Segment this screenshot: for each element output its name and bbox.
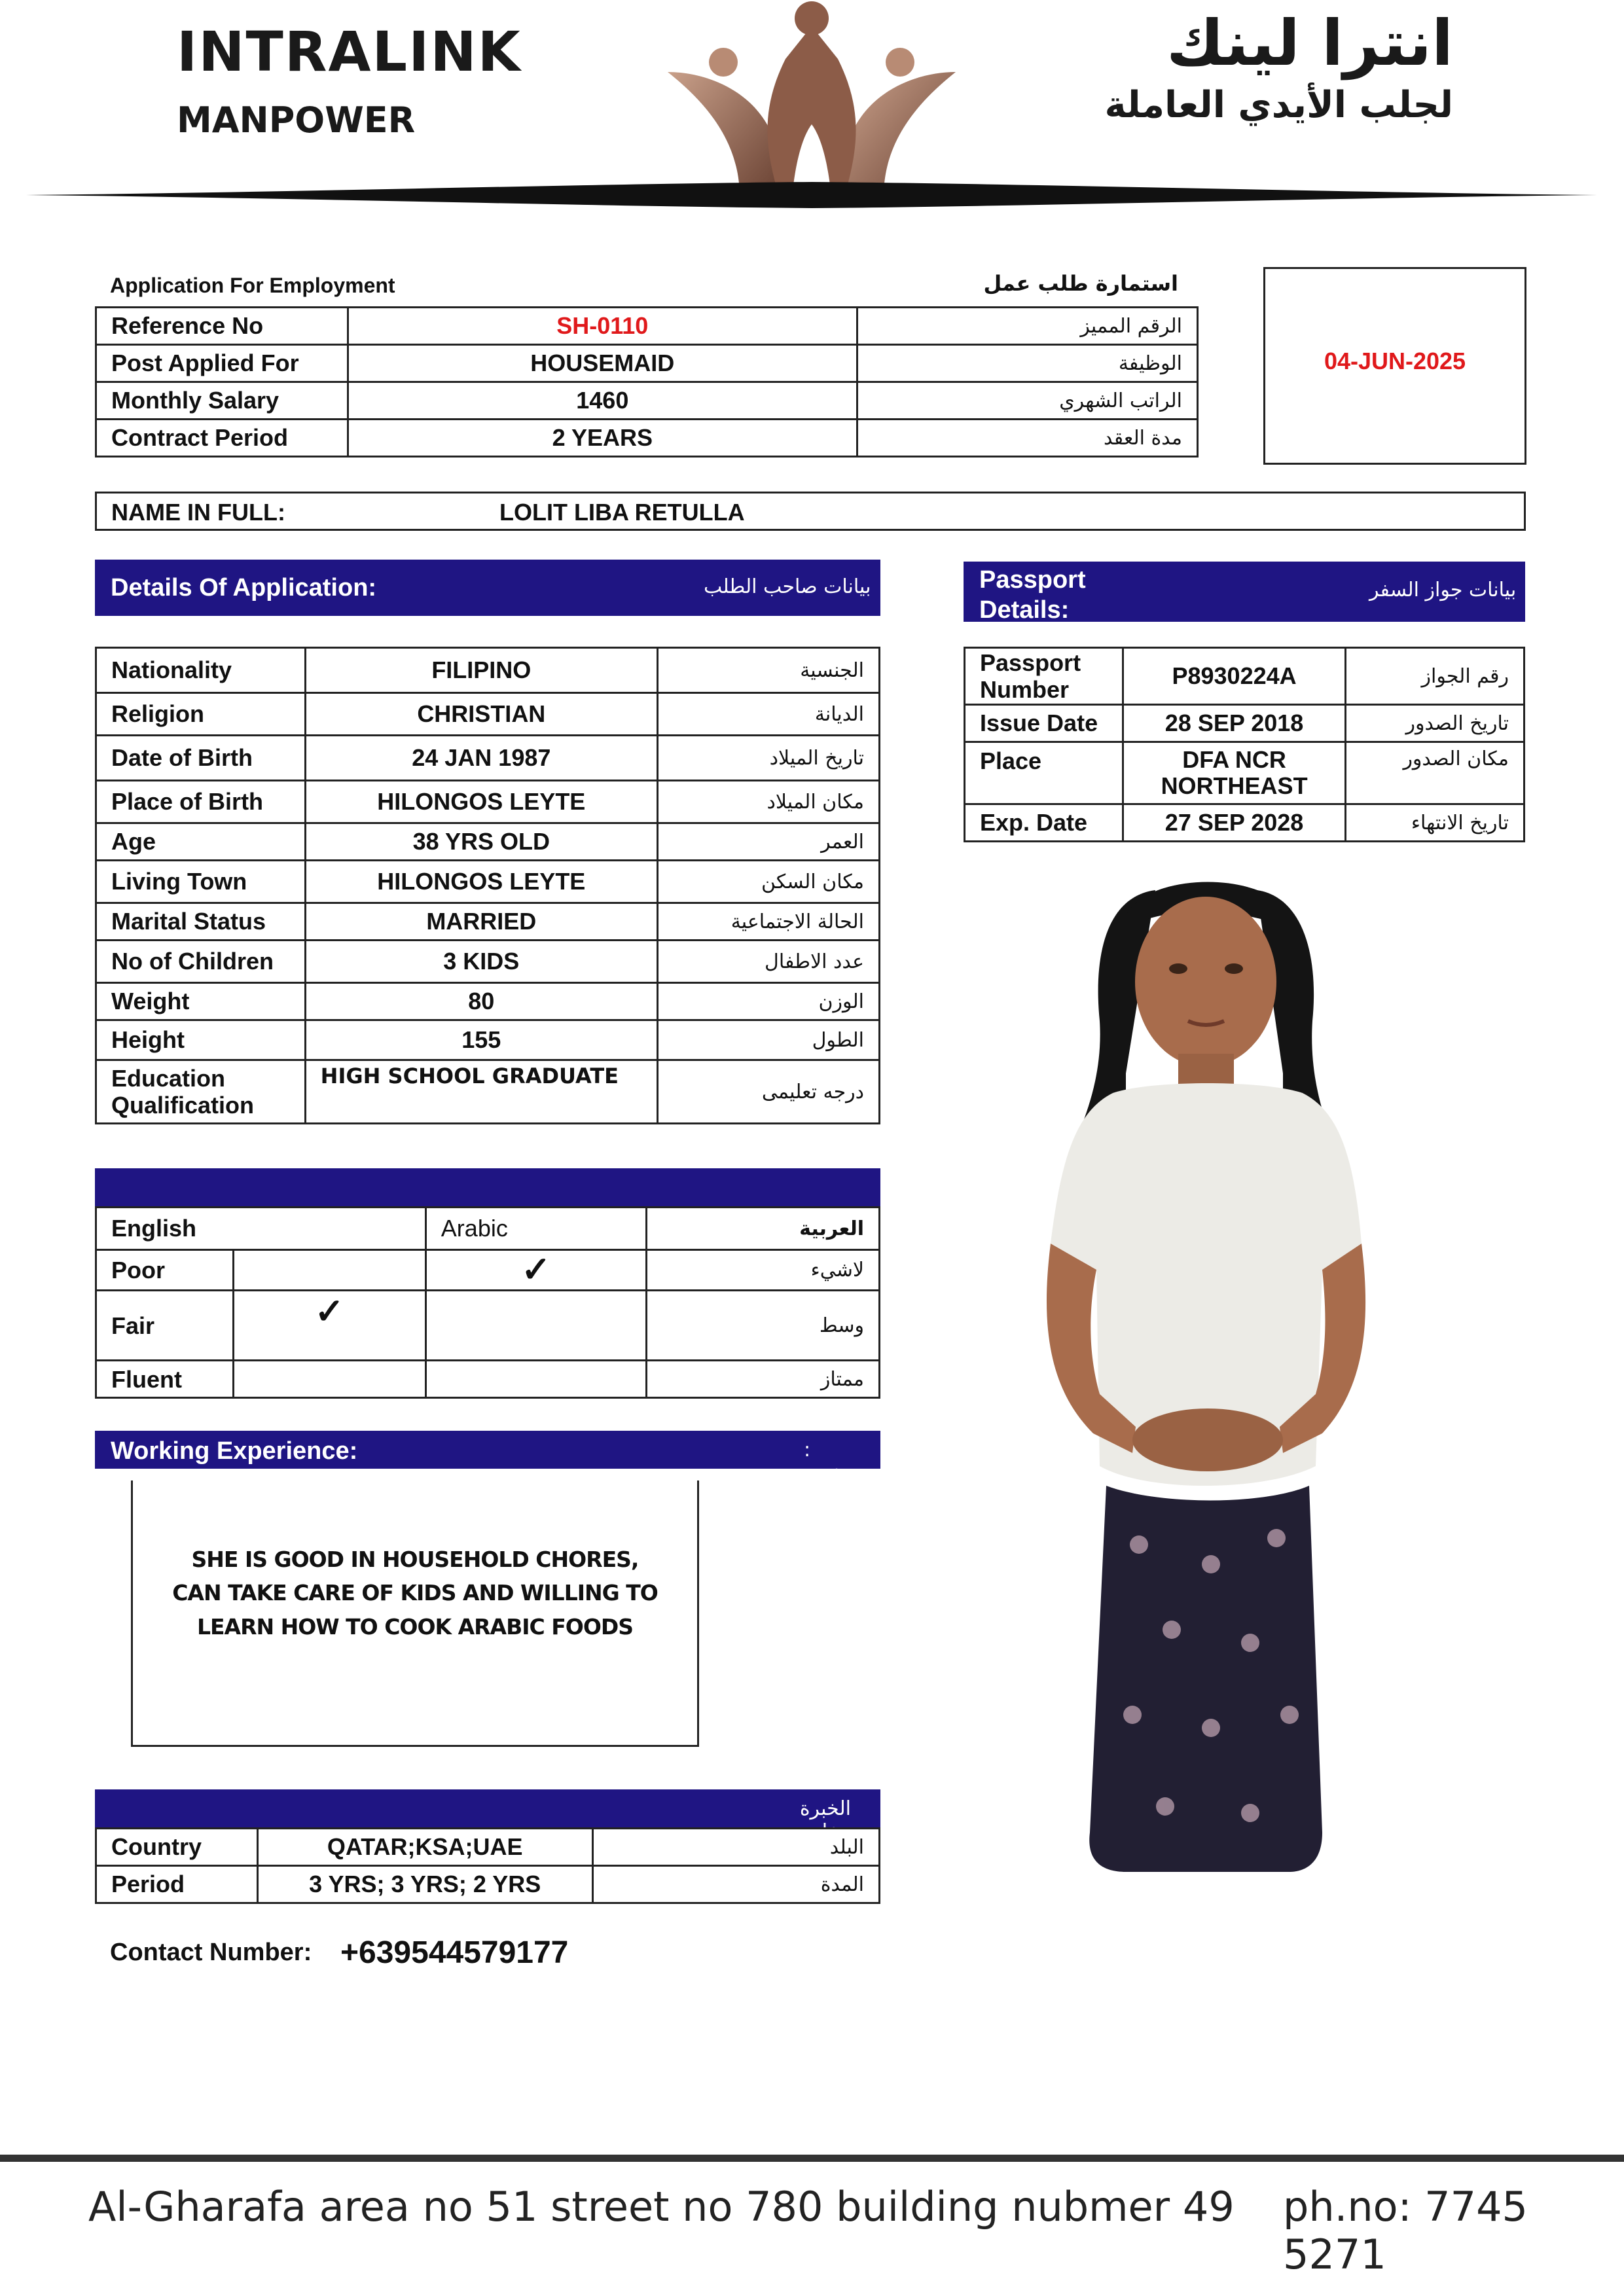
table-row — [96, 903, 880, 941]
abroad-countries: QATAR;KSA;UAE — [257, 1829, 592, 1866]
language-arabic-header: Arabic — [425, 1208, 646, 1250]
arabic-fair-cell — [425, 1291, 646, 1361]
full-name-value: LOLIT LIBA RETULLA — [499, 499, 745, 526]
row-label: Issue Date — [965, 705, 1123, 742]
row-label: Nationality — [96, 648, 306, 693]
contact-label: Contact Number: — [110, 1939, 312, 1966]
row-label-ar: رقم الجواز — [1345, 648, 1524, 705]
abroad-table — [95, 1827, 880, 1904]
reference-number: SH-0110 — [348, 308, 857, 345]
date-box — [1263, 267, 1526, 465]
table-row — [96, 345, 1198, 382]
row-label: No of Children — [96, 941, 306, 983]
passport-header — [964, 562, 1525, 622]
row-value: FILIPINO — [305, 648, 657, 693]
arabic-fluent-cell — [425, 1361, 646, 1398]
row-label: Education Qualification — [96, 1060, 306, 1124]
table-row — [96, 861, 880, 903]
row-value: 3 KIDS — [305, 941, 657, 983]
table-row — [96, 823, 880, 861]
row-label: Exp. Date — [965, 804, 1123, 842]
logo-emblem-icon — [661, 0, 962, 196]
row-value: 1460 — [348, 382, 857, 420]
brand-subtitle-ar: لجلب الأيدي العاملة — [1104, 84, 1453, 126]
row-value: HOUSEMAID — [348, 345, 857, 382]
experience-title-en: Working Experience: — [111, 1437, 358, 1465]
row-label: Date of Birth — [96, 736, 306, 781]
row-label-ar: الحالة الاجتماعية — [657, 903, 879, 941]
row-label-ar: عدد الاطفال — [657, 941, 879, 983]
language-header-bar — [95, 1168, 880, 1206]
footer-divider — [0, 2155, 1624, 2162]
row-value: 28 SEP 2018 — [1123, 705, 1345, 742]
language-english-header: English — [96, 1208, 426, 1250]
row-label: Religion — [96, 693, 306, 736]
row-label: Weight — [96, 983, 306, 1020]
row-label-ar: الراتب الشهري — [857, 382, 1198, 420]
table-row — [96, 1291, 880, 1361]
row-label-ar: تاريخ الانتهاء — [1345, 804, 1524, 842]
row-label-ar: مدة العقد — [857, 420, 1198, 457]
abroad-title-ar: الخبرة خارج البلد — [799, 1797, 852, 1866]
table-row — [96, 308, 1198, 345]
details-title-ar: بيانات صاحب الطلب — [704, 575, 871, 598]
experience-header — [95, 1431, 880, 1507]
application-title-ar: استمارة طلب عمل — [983, 271, 1178, 296]
details-header — [95, 560, 880, 616]
row-value: 80 — [305, 983, 657, 1020]
row-label-ar: مكان الصدور — [1345, 742, 1524, 804]
row-value: HILONGOS LEYTE — [305, 781, 657, 823]
row-label-ar: البلد — [592, 1829, 879, 1866]
level-label-ar: ممتاز — [646, 1361, 879, 1398]
row-label: Age — [96, 823, 306, 861]
row-label-ar: الوظيفة — [857, 345, 1198, 382]
table-row — [96, 1250, 880, 1291]
row-label-ar: مكان الميلاد — [657, 781, 879, 823]
row-label-ar: درجه تعليمى — [657, 1060, 879, 1124]
table-row — [96, 648, 880, 693]
row-label-ar: تاريخ الميلاد — [657, 736, 879, 781]
footer-phone: ph.no: 7745 5271 — [1283, 2183, 1528, 2278]
table-row — [96, 693, 880, 736]
row-label-ar: مكان السكن — [657, 861, 879, 903]
passport-number: P8930224A — [1123, 648, 1345, 705]
table-row — [96, 941, 880, 983]
brand-name-en: INTRALINK — [177, 20, 522, 84]
application-table — [95, 306, 1199, 457]
table-row — [96, 1020, 880, 1060]
row-label: Passport Number — [965, 648, 1123, 705]
table-row — [965, 804, 1525, 842]
table-row — [96, 1208, 880, 1250]
row-label: Contract Period — [96, 420, 348, 457]
table-row — [96, 983, 880, 1020]
table-row — [96, 1060, 880, 1124]
row-label: Country — [96, 1829, 258, 1866]
language-arabic-header-ar: العربية — [646, 1208, 879, 1250]
row-label-ar: العمر — [657, 823, 879, 861]
row-value: MARRIED — [305, 903, 657, 941]
row-value: 27 SEP 2028 — [1123, 804, 1345, 842]
experience-box — [131, 1480, 699, 1747]
row-label-ar: الرقم المميز — [857, 308, 1198, 345]
row-label: Place — [965, 742, 1123, 804]
row-value: 2 YEARS — [348, 420, 857, 457]
application-title-en: Application For Employment — [110, 274, 395, 297]
table-row — [96, 382, 1198, 420]
row-label: Reference No — [96, 308, 348, 345]
full-name-row — [95, 492, 1526, 531]
table-row — [965, 742, 1525, 804]
row-label-ar: المدة — [592, 1866, 879, 1903]
level-label-ar: وسط — [646, 1291, 879, 1361]
header-divider — [26, 177, 1597, 209]
language-table — [95, 1206, 880, 1399]
level-label: Fluent — [96, 1361, 234, 1398]
contact-number: +639544579177 — [340, 1935, 569, 1970]
row-label-ar: الجنسية — [657, 648, 879, 693]
abroad-periods: 3 YRS; 3 YRS; 2 YRS — [257, 1866, 592, 1903]
table-row — [965, 648, 1525, 705]
row-label: Height — [96, 1020, 306, 1060]
row-value: 24 JAN 1987 — [305, 736, 657, 781]
check-icon: ✓ — [233, 1291, 425, 1361]
brand-name-ar: انترا لينك — [1166, 7, 1453, 80]
table-row — [96, 1829, 880, 1866]
table-row — [96, 736, 880, 781]
row-label: Living Town — [96, 861, 306, 903]
check-icon: ✓ — [425, 1250, 646, 1291]
level-label: Poor — [96, 1250, 234, 1291]
application-date: 04-JUN-2025 — [1324, 348, 1466, 374]
english-fluent-cell — [233, 1361, 425, 1398]
row-label: Monthly Salary — [96, 382, 348, 420]
row-value: HILONGOS LEYTE — [305, 861, 657, 903]
row-label-ar: الطول — [657, 1020, 879, 1060]
footer-address: Al-Gharafa area no 51 street no 780 building nubmer 49 — [88, 2183, 1235, 2231]
row-label: Post Applied For — [96, 345, 348, 382]
row-value: DFA NCR NORTHEAST — [1123, 742, 1345, 804]
level-label-ar: لاشيء — [646, 1250, 879, 1291]
table-row — [96, 1866, 880, 1903]
table-row — [96, 420, 1198, 457]
row-value: CHRISTIAN — [305, 693, 657, 736]
row-label: Period — [96, 1866, 258, 1903]
row-label: Marital Status — [96, 903, 306, 941]
passport-title-ar: بيانات جواز السفر — [1369, 579, 1517, 601]
level-label: Fair — [96, 1291, 234, 1361]
passport-title-en: Passport Details: — [979, 566, 1086, 624]
table-row — [96, 781, 880, 823]
row-value: 155 — [305, 1020, 657, 1060]
row-label: Place of Birth — [96, 781, 306, 823]
row-value: 38 YRS OLD — [305, 823, 657, 861]
row-label-ar: الوزن — [657, 983, 879, 1020]
details-title-en: Details Of Application: — [111, 574, 377, 601]
brand-subtitle-en: MANPOWER — [177, 99, 416, 141]
table-row — [965, 705, 1525, 742]
experience-title-ar: : خبرة العمل — [803, 1439, 851, 1507]
applicant-photo — [1015, 877, 1394, 1872]
passport-table — [964, 647, 1525, 842]
row-label-ar: الديانة — [657, 693, 879, 736]
english-poor-cell — [233, 1250, 425, 1291]
details-table — [95, 647, 880, 1124]
full-name-label: NAME IN FULL: — [111, 499, 285, 526]
row-value: HIGH SCHOOL GRADUATE — [305, 1060, 657, 1124]
experience-text: SHE IS GOOD IN HOUSEHOLD CHORES, CAN TAKE CARE OF KIDS AND WILLING TO LEARN HOW TO COOK ARABIC FOODS — [172, 1547, 658, 1640]
row-label-ar: تاريخ الصدور — [1345, 705, 1524, 742]
table-row — [96, 1361, 880, 1398]
